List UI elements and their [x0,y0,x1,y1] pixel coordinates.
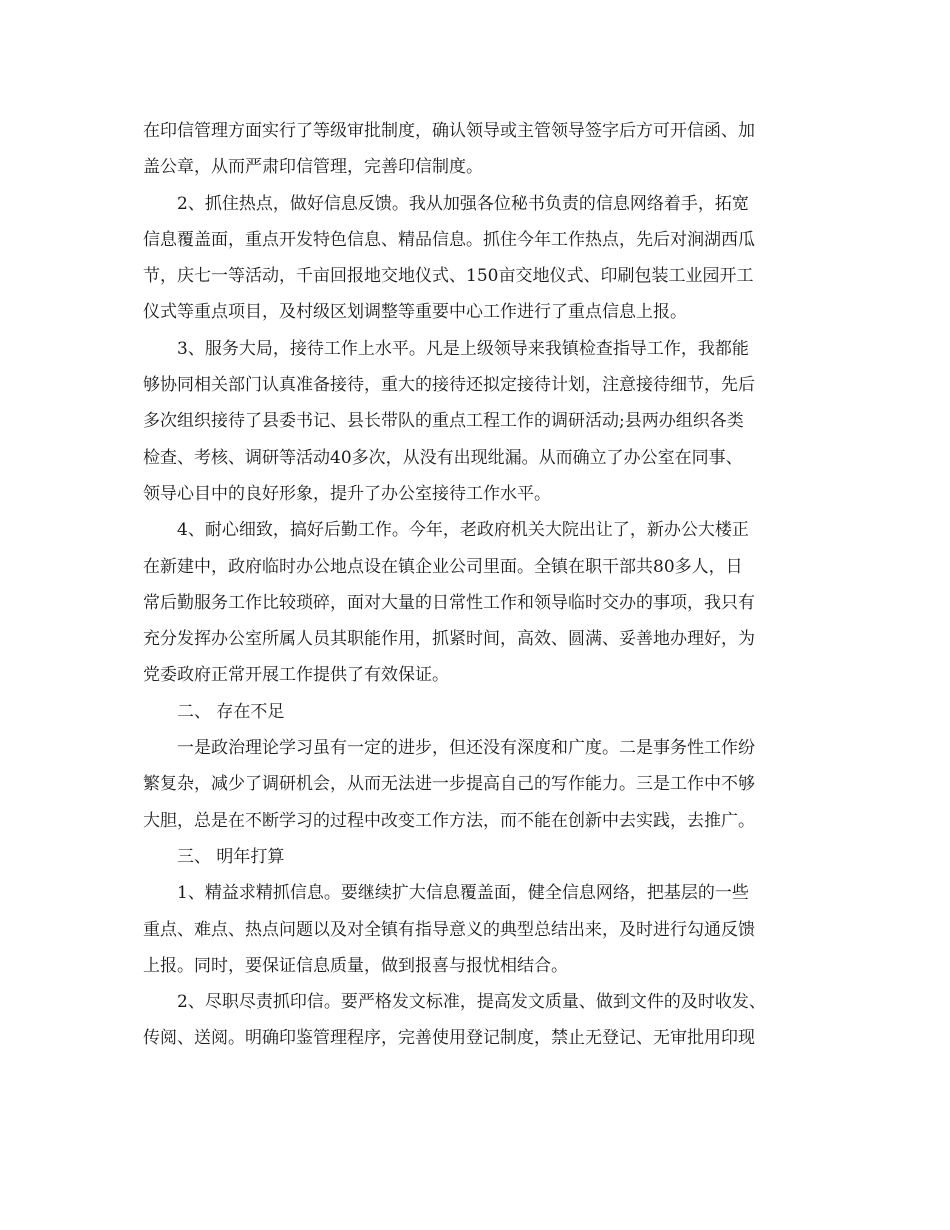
paragraph-line: 大胆，总是在不断学习的过程中改变工作方法，而不能在创新中去实践，去推广。 [143,810,755,831]
paragraph-line: 繁复杂，减少了调研机会，从而无法进一步提高自己的写作能力。三是工作中不够 [143,774,755,795]
document-body [143,113,813,1057]
paragraph-first-line: 3、服务大局，接待工作上水平。凡是上级领导来我镇检查指导工作，我都能 [177,338,749,359]
paragraph-line: 检查、考核、调研等活动40多次，从没有出现纰漏。从而确立了办公室在同事、 [143,447,743,468]
paragraph-line: 在新建中，政府临时办公地点设在镇企业公司里面。全镇在职干部共80多人，日 [143,556,743,577]
paragraph-line: 仪式等重点项目，及村级区划调整等重要中心工作进行了重点信息上报。 [143,302,687,323]
paragraph-line: 在印信管理方面实行了等级审批制度，确认领导或主管领导签字后方可开信函、加 [143,121,755,141]
paragraph-first-line: 三、 明年打算 [177,846,285,867]
paragraph-first-line: 一是政治理论学习虽有一定的进步，但还没有深度和广度。二是事务性工作纷 [177,738,755,759]
paragraph-line: 常后勤服务工作比较琐碎，面对大量的日常性工作和领导临时交办的事项，我只有 [143,592,755,613]
paragraph-first-line: 2、尽职尽责抓印信。要严格发文标准，提高发文质量、做到文件的及时收发、 [177,992,766,1013]
paragraph-line: 上报。同时，要保证信息质量，做到报喜与报忧相结合。 [143,955,568,976]
paragraph-line: 充分发挥办公室所属人员其职能作用，抓紧时间，高效、圆满、妥善地办理好，为 [143,629,755,650]
paragraph-line: 党委政府正常开展工作提供了有效保证。 [143,665,449,686]
paragraph-line: 重点、难点、热点问题以及对全镇有指导意义的典型总结出来，及时进行勾通反馈 [143,919,755,940]
paragraph-first-line: 二、 存在不足 [177,701,285,722]
paragraph-line: 节，庆七一等活动，千亩回报地交地仪式、150亩交地仪式、印刷包装工业园开工 [143,266,754,287]
paragraph-line: 领导心目中的良好形象，提升了办公室接待工作水平。 [143,483,551,504]
paragraph-line: 盖公章，从而严肃印信管理，完善印信制度。 [143,157,483,178]
paragraph-first-line: 1、精益求精抓信息。要继续扩大信息覆盖面，健全信息网络，把基层的一些 [177,883,749,904]
paragraph-first-line: 4、耐心细致，搞好后勤工作。今年，老政府机关大院出让了，新办公大楼正 [177,520,749,541]
paragraph-line: 传阅、送阅。明确印鉴管理程序，完善使用登记制度，禁止无登记、无审批用印现 [143,1028,755,1049]
paragraph-line: 信息覆盖面，重点开发特色信息、精品信息。抓住今年工作热点，先后对涧湖西瓜 [143,229,755,250]
paragraph-line: 够协同相关部门认真准备接待，重大的接待还拟定接待计划，注意接待细节，先后 [143,375,755,396]
paragraph-line: 多次组织接待了县委书记、县长带队的重点工程工作的调研活动;县两办组织各类 [143,411,744,432]
paragraph-first-line: 2、抓住热点，做好信息反馈。我从加强各位秘书负责的信息网络着手，拓宽 [177,193,749,214]
